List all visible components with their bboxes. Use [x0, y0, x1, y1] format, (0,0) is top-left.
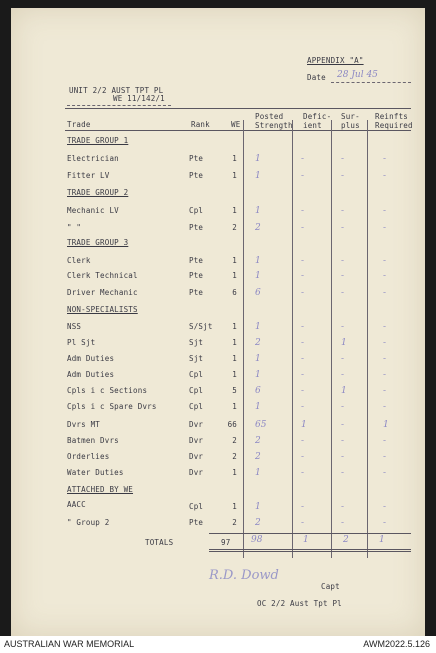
totals-top-rule [209, 533, 411, 534]
cell-reinfts: - [383, 436, 387, 446]
cell-surplus: - [341, 288, 345, 298]
cell-rank: Pte [189, 223, 204, 232]
cell-reinfts: 1 [383, 420, 389, 430]
totals-posted: 98 [251, 535, 263, 545]
cell-trade: Adm Duties [67, 354, 115, 363]
cell-posted: 1 [255, 322, 261, 332]
cell-rank: S/Sjt [189, 322, 213, 331]
cell-reinfts: - [383, 206, 387, 216]
col-defic-1: Defic- [303, 112, 332, 121]
cell-we: 1 [232, 402, 237, 411]
cell-posted: 2 [255, 518, 261, 528]
cell-reinfts: - [383, 468, 387, 478]
cell-defic: - [301, 518, 305, 528]
cell-surplus: - [341, 370, 345, 380]
cell-we: 2 [232, 436, 237, 445]
cell-rank: Dvr [189, 420, 204, 429]
table-row [11, 420, 425, 432]
cell-rank: Pte [189, 256, 204, 265]
table-row [11, 370, 425, 382]
cell-reinfts: - [383, 256, 387, 266]
group-label: TRADE GROUP 1 [67, 136, 129, 145]
col-surplus-1: Sur- [341, 112, 360, 121]
cell-defic: - [301, 154, 305, 164]
cell-rank: Cpl [189, 370, 204, 379]
cell-defic: - [301, 370, 305, 380]
table-row [11, 386, 425, 398]
cell-reinfts: - [383, 154, 387, 164]
cell-rank: Cpl [189, 502, 204, 511]
date-label: Date [307, 73, 326, 82]
cell-trade: Cpls i c Sections [67, 386, 148, 395]
cell-reinfts: - [383, 322, 387, 332]
cell-we: 1 [232, 154, 237, 163]
signature-rank: Capt [321, 582, 340, 591]
table-row [11, 354, 425, 366]
date-underline [331, 82, 411, 83]
cell-we: 1 [232, 502, 237, 511]
cell-surplus: 1 [341, 386, 347, 396]
trade-group-heading [11, 305, 425, 317]
cell-we: 2 [232, 223, 237, 232]
table-row [11, 223, 425, 235]
cell-surplus: - [341, 452, 345, 462]
cell-reinfts: - [383, 271, 387, 281]
cell-defic: 1 [301, 420, 307, 430]
date-value: 28 Jul 45 [337, 70, 378, 80]
cell-reinfts: - [383, 502, 387, 512]
cell-rank: Pte [189, 271, 204, 280]
cell-we: 1 [232, 171, 237, 180]
archive-footer [0, 636, 436, 653]
cell-we: 1 [232, 468, 237, 477]
cell-trade: Adm Duties [67, 370, 115, 379]
cell-posted: 1 [255, 206, 261, 216]
cell-posted: 6 [255, 386, 261, 396]
cell-surplus: - [341, 420, 345, 430]
col-rank: Rank [191, 120, 210, 129]
cell-trade: Electrician [67, 154, 119, 163]
cell-reinfts: - [383, 288, 387, 298]
cell-rank: Sjt [189, 338, 204, 347]
cell-posted: 2 [255, 223, 261, 233]
col-reinfts-2: Required [375, 121, 413, 130]
cell-trade: Driver Mechanic [67, 288, 138, 297]
table-row [11, 256, 425, 268]
totals-bottom-rule [209, 549, 411, 550]
cell-trade: " Group 2 [67, 518, 110, 527]
cell-reinfts: - [383, 452, 387, 462]
unit-line-2: WE 11/142/1 [113, 94, 165, 103]
table-row [11, 402, 425, 414]
cell-defic: - [301, 436, 305, 446]
cell-posted: 6 [255, 288, 261, 298]
appendix-label: APPENDIX "A" [307, 56, 364, 65]
table-row [11, 322, 425, 334]
trade-group-heading [11, 238, 425, 250]
table-top-rule [65, 108, 411, 109]
document-page [11, 8, 425, 636]
footer-accession: AWM2022.5.126 [363, 639, 430, 649]
table-row [11, 518, 425, 530]
cell-reinfts: - [383, 338, 387, 348]
cell-trade: AACC [67, 500, 86, 509]
cell-reinfts: - [383, 171, 387, 181]
unit-line-1: UNIT 2/2 AUST TPT PL [69, 86, 164, 95]
totals-surplus: 2 [343, 535, 349, 545]
cell-surplus: - [341, 171, 345, 181]
col-reinfts-1: Reinfts [375, 112, 409, 121]
col-defic-2: ient [303, 121, 322, 130]
cell-reinfts: - [383, 223, 387, 233]
cell-defic: - [301, 223, 305, 233]
cell-trade: Water Duties [67, 468, 124, 477]
cell-trade: NSS [67, 322, 82, 331]
cell-reinfts: - [383, 518, 387, 528]
cell-defic: - [301, 206, 305, 216]
cell-defic: - [301, 171, 305, 181]
cell-we: 2 [232, 518, 237, 527]
cell-trade: Pl Sjt [67, 338, 96, 347]
cell-we: 1 [232, 271, 237, 280]
cell-reinfts: - [383, 386, 387, 396]
cell-we: 5 [232, 386, 237, 395]
cell-trade: Clerk [67, 256, 91, 265]
cell-trade: Dvrs MT [67, 420, 101, 429]
col-strength: Strength [255, 121, 293, 130]
cell-rank: Sjt [189, 354, 204, 363]
table-row [11, 468, 425, 480]
cell-posted: 1 [255, 271, 261, 281]
cell-posted: 1 [255, 502, 261, 512]
trade-group-heading [11, 188, 425, 200]
cell-posted: 2 [255, 452, 261, 462]
cell-defic: - [301, 322, 305, 332]
cell-trade: " " [67, 223, 82, 232]
cell-surplus: - [341, 354, 345, 364]
table-row [11, 154, 425, 166]
table-row [11, 288, 425, 300]
cell-trade: Fitter LV [67, 171, 110, 180]
group-label: ATTACHED BY WE [67, 485, 134, 494]
group-label: TRADE GROUP 2 [67, 188, 129, 197]
cell-defic: - [301, 338, 305, 348]
table-row [11, 171, 425, 183]
cell-rank: Cpl [189, 402, 204, 411]
cell-rank: Dvr [189, 468, 204, 477]
cell-posted: 1 [255, 256, 261, 266]
cell-we: 1 [232, 370, 237, 379]
cell-defic: - [301, 452, 305, 462]
cell-reinfts: - [383, 402, 387, 412]
cell-defic: - [301, 386, 305, 396]
cell-trade: Cpls i c Spare Dvrs [67, 402, 157, 411]
cell-posted: 2 [255, 338, 261, 348]
cell-posted: 1 [255, 370, 261, 380]
header-bottom-rule [65, 130, 411, 131]
table-row [11, 502, 425, 514]
col-posted: Posted [255, 112, 284, 121]
signature: R.D. Dowd [209, 568, 279, 583]
group-label: TRADE GROUP 3 [67, 238, 129, 247]
cell-surplus: - [341, 271, 345, 281]
cell-posted: 1 [255, 354, 261, 364]
cell-trade: Orderlies [67, 452, 110, 461]
signature-title: OC 2/2 Aust Tpt Pl [257, 599, 342, 608]
cell-posted: 1 [255, 402, 261, 412]
totals-we: 97 [221, 538, 231, 547]
cell-reinfts: - [383, 354, 387, 364]
unit-underline [67, 105, 171, 106]
cell-trade: Mechanic LV [67, 206, 119, 215]
cell-rank: Pte [189, 154, 204, 163]
col-trade: Trade [67, 120, 91, 129]
cell-defic: - [301, 256, 305, 266]
group-label: NON-SPECIALISTS [67, 305, 138, 314]
cell-we: 2 [232, 452, 237, 461]
cell-rank: Cpl [189, 206, 204, 215]
cell-posted: 65 [255, 420, 267, 430]
col-we: WE [231, 120, 241, 129]
cell-rank: Cpl [189, 386, 204, 395]
cell-posted: 2 [255, 436, 261, 446]
cell-rank: Pte [189, 171, 204, 180]
cell-we: 1 [232, 322, 237, 331]
cell-rank: Pte [189, 518, 204, 527]
cell-defic: - [301, 288, 305, 298]
cell-trade: Batmen Dvrs [67, 436, 119, 445]
table-row [11, 338, 425, 350]
cell-we: 66 [227, 420, 237, 429]
totals-label: TOTALS [145, 538, 174, 547]
cell-defic: - [301, 354, 305, 364]
cell-posted: 1 [255, 154, 261, 164]
totals-reinfts: 1 [379, 535, 385, 545]
table-row [11, 436, 425, 448]
cell-defic: - [301, 502, 305, 512]
cell-surplus: - [341, 468, 345, 478]
cell-rank: Pte [189, 288, 204, 297]
table-row [11, 271, 425, 283]
cell-surplus: - [341, 436, 345, 446]
cell-we: 1 [232, 338, 237, 347]
cell-posted: 1 [255, 468, 261, 478]
cell-we: 6 [232, 288, 237, 297]
cell-surplus: - [341, 256, 345, 266]
cell-surplus: - [341, 322, 345, 332]
col-surplus-2: plus [341, 121, 360, 130]
cell-trade: Clerk Technical [67, 271, 138, 280]
cell-surplus: - [341, 206, 345, 216]
cell-defic: - [301, 402, 305, 412]
cell-posted: 1 [255, 171, 261, 181]
cell-we: 1 [232, 206, 237, 215]
totals-double-rule [209, 551, 411, 552]
cell-surplus: - [341, 154, 345, 164]
table-row [11, 452, 425, 464]
cell-surplus: - [341, 518, 345, 528]
table-row [11, 206, 425, 218]
cell-defic: - [301, 271, 305, 281]
footer-institution: AUSTRALIAN WAR MEMORIAL [4, 639, 135, 649]
cell-surplus: 1 [341, 338, 347, 348]
cell-surplus: - [341, 223, 345, 233]
trade-group-heading [11, 485, 425, 497]
cell-reinfts: - [383, 370, 387, 380]
cell-we: 1 [232, 354, 237, 363]
trade-group-heading [11, 136, 425, 148]
cell-surplus: - [341, 402, 345, 412]
cell-defic: - [301, 468, 305, 478]
totals-defic: 1 [303, 535, 309, 545]
cell-we: 1 [232, 256, 237, 265]
cell-surplus: - [341, 502, 345, 512]
cell-rank: Dvr [189, 436, 204, 445]
cell-rank: Dvr [189, 452, 204, 461]
